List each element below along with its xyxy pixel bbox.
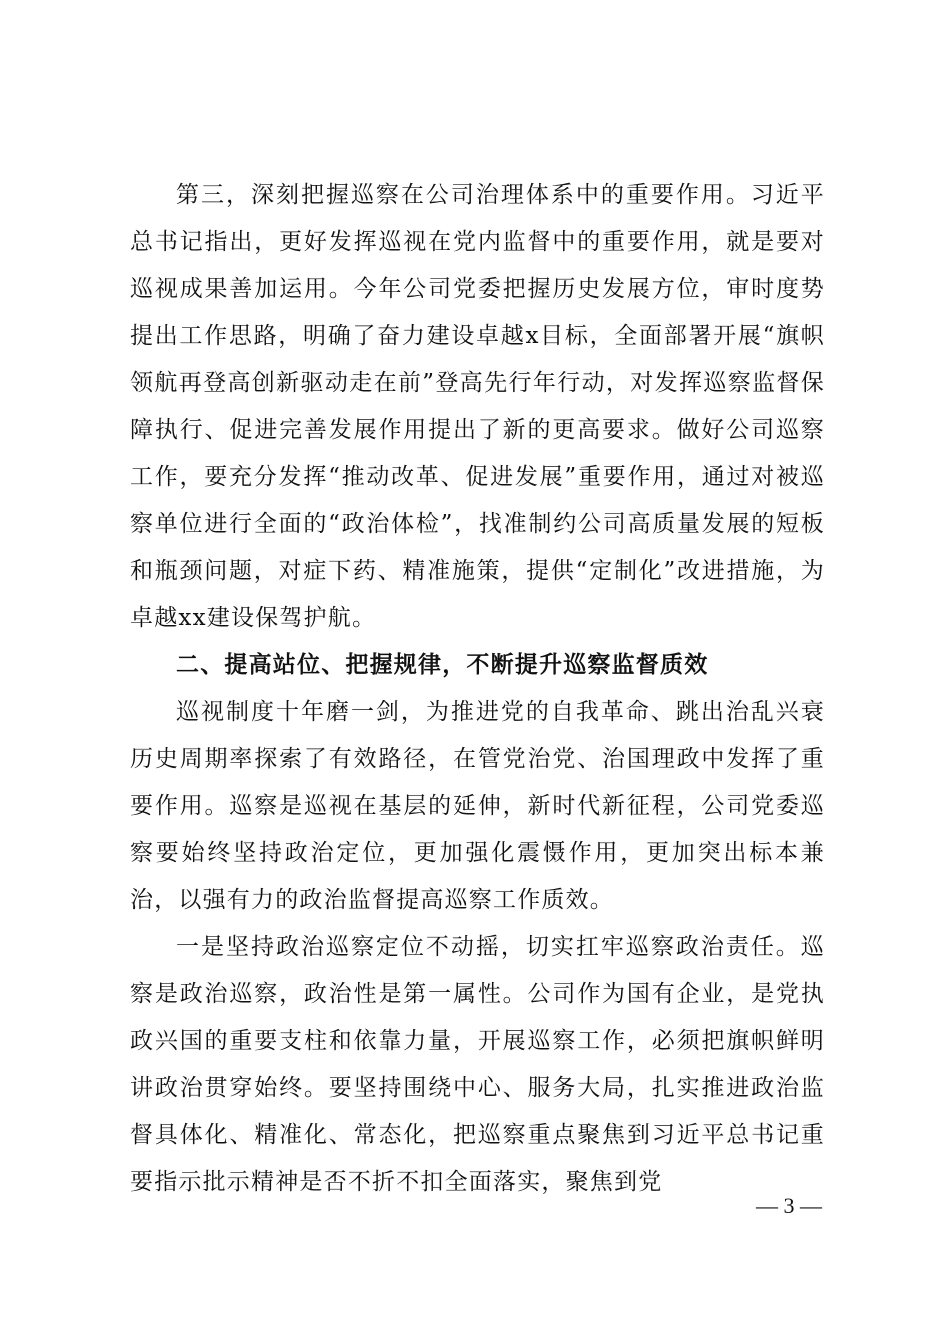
paragraph-inspection-system: 巡视制度十年磨一剑，为推进党的自我革命、跳出治乱兴衰历史周期率探索了有效路径，在管党治党、治国理政中发挥了重要作用。巡察是巡视在基层的延伸，新时代新征程，公司党委巡察要始终坚持政治定位，更加强化震慑作用，更加突出标本兼治，以强有力的政治监督提高巡察工作质效。 xyxy=(130,699,825,913)
paragraph-political-inspection: 一是坚持政治巡察定位不动摇，切实扛牢巡察政治责任。巡察是政治巡察，政治性是第一属性。公司作为国有企业，是党执政兴国的重要支柱和依靠力量，开展巡察工作，必须把旗帜鲜明讲政治贯穿始终。要坚持围绕中心、服务大局，扎实推进政治监督具体化、精准化、常态化，把巡察重点聚焦到习近平总书记重要指示批示精神是否不折不扣全面落实，聚焦到党 xyxy=(130,934,825,1195)
document-body xyxy=(130,172,825,1206)
section-heading-two: 二、提高站位、把握规律，不断提升巡察监督质效 xyxy=(176,652,709,678)
paragraph-third-point: 第三，深刻把握巡察在公司治理体系中的重要作用。习近平总书记指出，更好发挥巡视在党内监督中的重要作用，就是要对巡视成果善加运用。今年公司党委把握历史发展方位，审时度势提出工作思路，明确了奋力建设卓越x目标，全面部署开展“旗帜领航再登高创新驱动走在前”登高先行年行动，对发挥巡察监督保障执行、促进完善发展作用提出了新的更高要求。做好公司巡察工作，要充分发挥“推动改革、促进发展”重要作用，通过对被巡察单位进行全面的“政治体检”，找准制约公司高质量发展的短板和瓶颈问题，对症下药、精准施策，提供“定制化”改进措施，为卓越xx建设保驾护航。 xyxy=(130,182,825,631)
page-number: — 3 — xyxy=(756,1193,822,1218)
